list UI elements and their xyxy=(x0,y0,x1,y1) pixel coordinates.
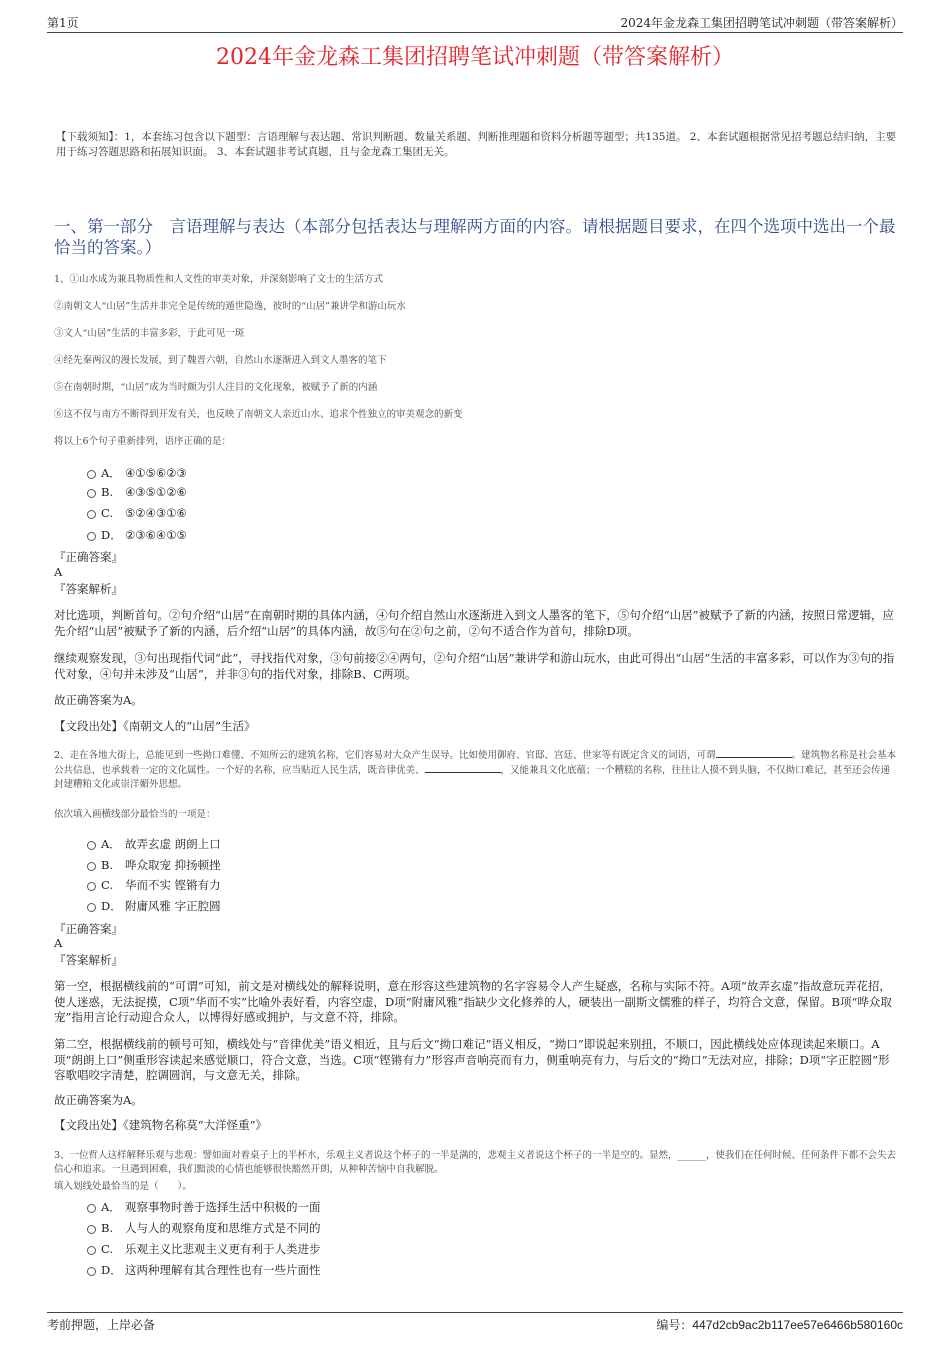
q2-analysis-p3: 故正确答案为A。 xyxy=(54,1093,143,1107)
q3-prompt: 填入划线处最恰当的是（ ）。 xyxy=(54,1181,192,1192)
section-heading: 一、第一部分 言语理解与表达（本部分包括表达与理解两方面的内容。请根据题目要求，在四个选项中选出一个最恰当的答案。） xyxy=(54,217,896,257)
q1-option-d[interactable]: D． ②③⑥④①⑤ xyxy=(87,527,187,543)
radio-circle-icon xyxy=(87,903,96,912)
q2-analysis-p1: 第一空，根据横线前的“可谓”可知，前文是对横线处的解释说明，意在形容这些建筑物的名字容易令人产生疑惑，名称与实际不符。A项“故弄玄虚”指故意玩弄花招，使人迷惑，无法捉摸，C项“华而不实”比喻外表好看，内容空虚，D项“附庸风雅”指缺少文化修养的人，硬装出一副斯文儒雅的样子，均符合文意，保留。B项“哗众取宠”指用言论行动迎合众人，以博得好感或拥护，与文意不符，排除。 xyxy=(54,979,892,1024)
q2-option-b[interactable]: B. 哗众取宠 抑扬顿挫 xyxy=(87,857,221,873)
q1-source: 【文段出处】《南朝文人的“山居”生活》 xyxy=(54,719,256,733)
q2-correct-answer: A xyxy=(54,936,63,950)
q1-line-3: ③文人“山居”生活的丰富多彩，于此可见一斑 xyxy=(54,328,245,339)
q3-option-c[interactable]: C. 乐观主义比悲观主义更有利于人类进步 xyxy=(87,1241,321,1257)
header-doc-title: 2024年金龙森工集团招聘笔试冲刺题（带答案解析） xyxy=(620,16,903,30)
page-header xyxy=(47,14,903,33)
q1-line-1: 1、①山水成为兼具物质性和人文性的审美对象，并深刻影响了文士的生活方式 xyxy=(54,274,384,285)
q2-option-a[interactable]: A． 故弄玄虚 朗朗上口 xyxy=(87,836,221,852)
q3-option-d[interactable]: D． 这两种理解有其合理性也有一些片面性 xyxy=(87,1262,321,1278)
q1-option-c[interactable]: C. ⑤②④③①⑥ xyxy=(87,506,187,522)
radio-circle-icon xyxy=(87,1204,96,1213)
q2-option-d[interactable]: D． 附庸风雅 字正腔圆 xyxy=(87,898,221,914)
q1-analysis-p2: 继续观察发现，③句出现指代词“此”，寻找指代对象，③句前接②④两句，②句介绍“山居”兼讲学和游山玩水，由此可得出“山居”生活的丰富多彩，可以作为③句的指代对象，④句并未涉及“山居”，并非③句的指代对象，排除B、C两项。 xyxy=(54,651,895,681)
radio-circle-icon xyxy=(87,882,96,891)
q2-paragraph: 2、走在各地大街上，总能见到一些拗口难懂、不知所云的建筑名称，它们容易对大众产生误导。比如使用御府、官邸、宫廷、世家等有既定含义的词语，可谓 。建筑物名称是社会基本公共信息，也承载着一定的文化属性。一个好的名称，应当贴近人民生活，既音律优美、 ，又能兼具文化底蕴；一个糟糕的名称，往往让人摸不到头脑，不仅拗口难记，甚至还会传递封建糟粕文化或崇洋媚外思想。 xyxy=(54,750,897,790)
q1-analysis-label: 『答案解析』 xyxy=(54,582,123,596)
q1-line-4: ④经先秦两汉的漫长发展，到了魏晋六朝，自然山水逐渐进入到文人墨客的笔下 xyxy=(54,355,387,366)
download-notice: 【下载须知】：1，本套练习包含以下题型：言语理解与表达题、常识判断题、数量关系题、判断推理题和资料分析题等题型；共135道。 2、本套试题根据常见招考题总结归纳，主要用于练习答题思路和拓展知识面。 3、本套试题非考试真题，且与金龙森工集团无关。 xyxy=(56,131,896,158)
page-title: 2024年金龙森工集团招聘笔试冲刺题（带答案解析） xyxy=(216,45,734,70)
radio-circle-icon xyxy=(87,1246,96,1255)
radio-circle-icon xyxy=(87,1267,96,1276)
q1-analysis-p3: 故正确答案为A。 xyxy=(54,693,143,707)
q1-option-a[interactable]: A． ④①⑤⑥②③ xyxy=(87,465,187,481)
blank-line xyxy=(716,748,792,758)
q1-line-5: ⑤在南朝时期，“山居”成为当时颇为引人注目的文化现象，被赋予了新的内涵 xyxy=(54,382,378,393)
q2-correct-label: 『正确答案』 xyxy=(54,922,123,936)
q2-analysis-p2: 第二空，根据横线前的顿号可知，横线处与“音律优美”语义相近，且与后文“拗口难记”语义相反，“拗口”即说起来别扭，不顺口，因此横线处应体现读起来顺口。A项“朗朗上口”侧重形容读起来感觉顺口，符合文意，当选。C项“铿锵有力”形容声音响亮而有力，侧重响亮有力，与后文的“拗口”无法对应，排除；D项“字正腔圆”形容歌唱咬字清楚，腔调圆润，与文意无关，排除。 xyxy=(54,1037,890,1082)
q2-option-c[interactable]: C. 华而不实 铿锵有力 xyxy=(87,877,221,893)
q2-analysis-label: 『答案解析』 xyxy=(54,953,123,967)
radio-circle-icon xyxy=(87,510,96,519)
q3-option-b[interactable]: B. 人与人的观察角度和思维方式是不同的 xyxy=(87,1220,321,1236)
radio-circle-icon xyxy=(87,489,96,498)
q2-prompt: 依次填入画横线部分最恰当的一项是： xyxy=(54,809,216,820)
q3-option-a[interactable]: A． 观察事物时善于选择生活中积极的一面 xyxy=(87,1199,321,1215)
q1-prompt: 将以上6个句子重新排列，语序正确的是： xyxy=(54,436,232,447)
radio-circle-icon xyxy=(87,532,96,541)
q1-correct-label: 『正确答案』 xyxy=(54,550,123,564)
q1-correct-answer: A xyxy=(54,565,63,579)
footer-code: 编号：447d2cb9ac2b117ee57e6466b580160c xyxy=(656,1318,903,1332)
q1-option-b[interactable]: B. ④③⑤①②⑥ xyxy=(87,485,187,501)
q1-line-6: ⑥这不仅与南方不断得到开发有关，也反映了南朝文人亲近山水、追求个性独立的审美观念的新变 xyxy=(54,409,463,420)
radio-circle-icon xyxy=(87,841,96,850)
radio-circle-icon xyxy=(87,862,96,871)
blank-line xyxy=(425,763,501,773)
footer-slogan: 考前押题，上岸必备 xyxy=(47,1318,156,1332)
q3-paragraph: 3、一位哲人这样解释乐观与悲观：譬如面对着桌子上的半杯水，乐观主义者说这个杯子的一半是满的，悲观主义者说这个杯子的一半是空的。显然，______，使我们在任何时候、任何条件下都不会失去信心和追求。一旦遇到困难，我们黯淡的心情也能够很快豁然开朗，从种种苦恼中自我解脱。 xyxy=(54,1150,897,1175)
radio-circle-icon xyxy=(87,470,96,479)
page-footer xyxy=(47,1312,903,1333)
q1-line-2: ②南朝文人“山居”生活并非完全是传统的遁世隐逸，彼时的“山居”兼讲学和游山玩水 xyxy=(54,301,406,312)
radio-circle-icon xyxy=(87,1225,96,1234)
q1-analysis-p1: 对比选项，判断首句。②句介绍“山居”在南朝时期的具体内涵，④句介绍自然山水逐渐进入到文人墨客的笔下，⑤句介绍“山居”被赋予了新的内涵，按照日常逻辑，应先介绍“山居”被赋予了新的内涵，后介绍“山居”的具体内涵，故⑤句在②句之前，②句不适合作为首句，排除D项。 xyxy=(54,608,895,638)
page-number: 第1页 xyxy=(47,16,79,30)
q2-source: 【文段出处】《建筑物名称莫“大洋怪重”》 xyxy=(54,1118,268,1132)
